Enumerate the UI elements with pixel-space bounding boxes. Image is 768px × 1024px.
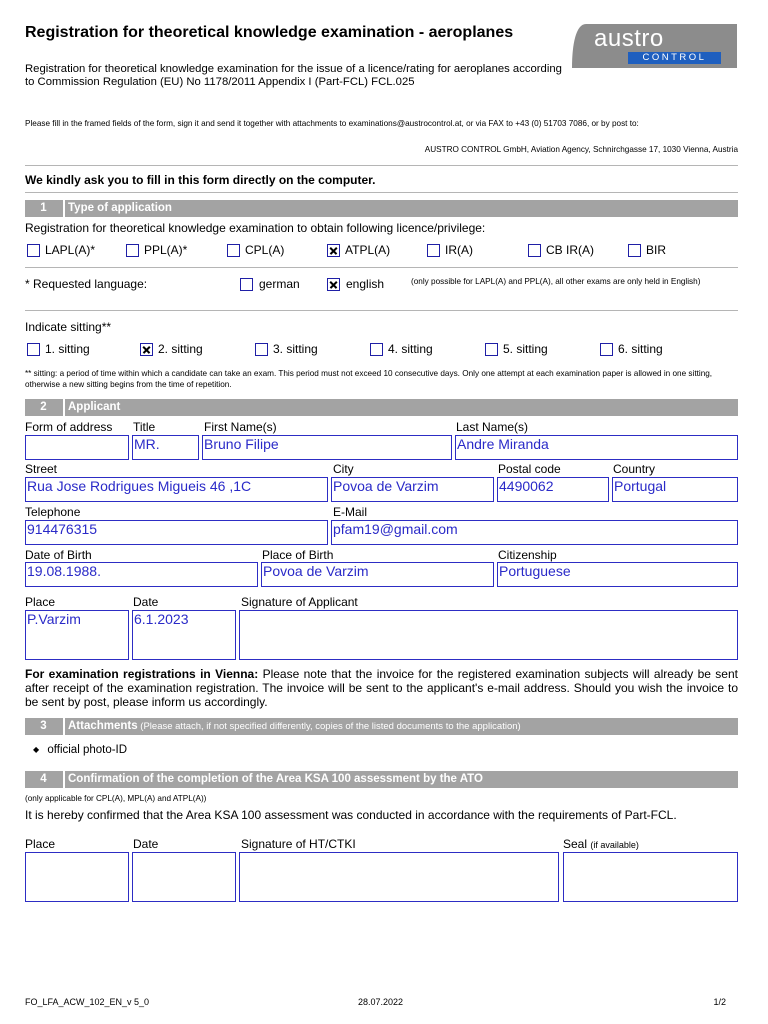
dob-label: Date of Birth	[25, 548, 92, 562]
place-label: Place	[25, 595, 56, 609]
licence-options	[0, 243, 768, 259]
licence-label: CPL(A)	[245, 243, 285, 257]
sitting-note: ** sitting: a period of time within which a candidate can take an exam. This period must not exceed 10 consecutive days. Only one attempt at each examination paper is allowed in one sitting, otherwise a new sitting begins from the time of repetition.	[25, 369, 713, 389]
page-title: Registration for theoretical knowledge examination - aeroplanes	[25, 24, 514, 41]
seal-note: (if available)	[590, 840, 639, 850]
seal-label	[563, 838, 639, 852]
section-number: 4	[40, 773, 47, 785]
logo-word: austro	[594, 25, 664, 52]
telephone-label: Telephone	[25, 505, 81, 519]
seal-field[interactable]	[563, 852, 738, 902]
ato-signature-label: Signature of HT/CTKI	[241, 837, 356, 851]
checkbox-cb-ir[interactable]	[528, 244, 541, 257]
licence-label: ATPL(A)	[345, 243, 391, 257]
checkbox-cpl[interactable]	[227, 244, 240, 257]
form-code: FO_LFA_ACW_102_EN_v 5_0	[25, 997, 150, 1007]
checkbox-atpl[interactable]	[327, 244, 340, 257]
checkbox-german[interactable]	[240, 278, 253, 291]
street-field[interactable]: Rua Jose Rodrigues Migueis 46 ,1C	[25, 477, 328, 502]
last-names-field[interactable]: Andre Miranda	[455, 435, 738, 460]
confirmation-text: It is hereby confirmed that the Area KSA 100 assessment was conducted in accordance with the requirements of Part-FCL.	[25, 808, 677, 822]
page-number: 1/2	[713, 997, 726, 1007]
language-option: german	[259, 277, 300, 291]
checkbox-sitting-3[interactable]	[255, 343, 268, 356]
last-names-label: Last Name(s)	[456, 420, 529, 434]
computer-note: We kindly ask you to fill in this form directly on the computer.	[25, 173, 376, 187]
country-label: Country	[613, 462, 656, 476]
licence-label: BIR	[646, 243, 667, 257]
checkbox-sitting-6[interactable]	[600, 343, 613, 356]
vienna-notice-heading: For examination registrations in Vienna:	[25, 667, 259, 681]
signature-field[interactable]	[239, 610, 738, 660]
citizenship-label: Citizenship	[498, 548, 557, 562]
attachment-item	[33, 743, 127, 757]
sitting-label-1: 1. sitting	[45, 342, 90, 356]
divider	[25, 165, 738, 166]
section-note: (Please attach, if not specified differently, copies of the listed documents to the application)	[137, 721, 521, 732]
divider	[25, 267, 738, 268]
form-of-address-field[interactable]	[25, 435, 129, 460]
ato-place-label: Place	[25, 837, 56, 851]
sitting-label-2: 2. sitting	[158, 342, 203, 356]
dob-field[interactable]: 19.08.1988.	[25, 562, 258, 587]
page-subtitle: Registration for theoretical knowledge examination for the issue of a licence/rating for aeroplanes according to Commission Regulation (EU) No 1178/2011 Appendix I (Part-FCL) FCL.025	[25, 63, 562, 88]
form-date: 28.07.2022	[358, 997, 404, 1007]
checkbox-english[interactable]	[327, 278, 340, 291]
checkbox-bir[interactable]	[628, 244, 641, 257]
section-2-header	[25, 399, 738, 416]
date-field[interactable]: 6.1.2023	[132, 610, 236, 660]
seal-label-text: Seal	[563, 837, 588, 851]
form-of-address-label: Form of address	[25, 420, 113, 434]
email-field[interactable]: pfam19@gmail.com	[331, 520, 738, 545]
section-number: 1	[40, 202, 47, 214]
city-label: City	[333, 462, 354, 476]
street-label: Street	[25, 462, 58, 476]
postal-code-label: Postal code	[498, 462, 561, 476]
applicable-note: (only applicable for CPL(A), MPL(A) and ATPL(A))	[25, 794, 207, 803]
language-label: * Requested language:	[25, 277, 148, 291]
section-title: Confirmation of the completion of the Area KSA 100 assessment by the ATO	[68, 773, 483, 785]
place-field[interactable]: P.Varzim	[25, 610, 129, 660]
ato-signature-field[interactable]	[239, 852, 559, 902]
section-4-header	[25, 771, 738, 788]
checkbox-ppl[interactable]	[126, 244, 139, 257]
postal-code-field[interactable]: 4490062	[497, 477, 609, 502]
title-label: Title	[133, 420, 156, 434]
telephone-field[interactable]: 914476315	[25, 520, 328, 545]
checkbox-sitting-5[interactable]	[485, 343, 498, 356]
ato-date-label: Date	[133, 837, 159, 851]
checkbox-lapl[interactable]	[27, 244, 40, 257]
section-title-text: Attachments	[68, 720, 138, 732]
checkbox-sitting-2[interactable]	[140, 343, 153, 356]
checkbox-sitting-4[interactable]	[370, 343, 383, 356]
austro-control-logo	[572, 24, 737, 68]
checkbox-ir[interactable]	[427, 244, 440, 257]
first-names-label: First Name(s)	[204, 420, 277, 434]
vienna-notice	[25, 667, 738, 709]
section-title: Type of application	[68, 202, 172, 214]
licence-label: IR(A)	[445, 243, 473, 257]
pob-field[interactable]: Povoa de Varzim	[261, 562, 494, 587]
signature-label: Signature of Applicant	[241, 595, 358, 609]
licence-label: CB IR(A)	[546, 243, 594, 257]
section-title	[68, 718, 521, 735]
sitting-label-4: 4. sitting	[388, 342, 433, 356]
pob-label: Place of Birth	[262, 548, 334, 562]
licence-label: PPL(A)*	[144, 243, 188, 257]
email-label: E-Mail	[333, 505, 368, 519]
licence-label: LAPL(A)*	[45, 243, 96, 257]
attachment-label: official photo-ID	[47, 744, 128, 756]
date-label: Date	[133, 595, 159, 609]
sitting-label: Indicate sitting**	[25, 320, 112, 334]
divider	[25, 310, 738, 311]
city-field[interactable]: Povoa de Varzim	[331, 477, 494, 502]
logo-sub: CONTROL	[642, 52, 707, 63]
title-field[interactable]: MR.	[132, 435, 199, 460]
sitting-label-6: 6. sitting	[618, 342, 663, 356]
section-3-header	[25, 718, 738, 735]
ato-date-field[interactable]	[132, 852, 236, 902]
section-1-header	[25, 200, 738, 217]
postal-address: AUSTRO CONTROL GmbH, Aviation Agency, Schnirchgasse 17, 1030 Vienna, Austria	[424, 145, 738, 154]
vienna-notice-text: Please note that the invoice for the registered examination subjects will already be sent after receipt of the examination registration. The invoice will be sent to the applicant's e-mail address. Should you wish the invoice to be sent by post, please inform us accordingly.	[25, 667, 738, 709]
country-field[interactable]: Portugal	[612, 477, 738, 502]
checkbox-sitting-1[interactable]	[27, 343, 40, 356]
section-number: 2	[40, 401, 47, 413]
ato-place-field[interactable]	[25, 852, 129, 902]
section-number: 3	[40, 720, 47, 732]
language-option: english	[346, 277, 385, 291]
sitting-options	[0, 342, 768, 358]
licence-intro: Registration for theoretical knowledge examination to obtain following licence/privilege:	[25, 221, 486, 235]
instructions-text: Please fill in the framed fields of the form, sign it and send it together with attachments to examinations@austrocontrol.at, or via FAX to +43 (0) 51703 7086, or by post to:	[25, 119, 639, 128]
citizenship-field[interactable]: Portuguese	[497, 562, 738, 587]
bullet-icon: ◆	[33, 745, 40, 754]
section-title: Applicant	[68, 401, 121, 413]
sitting-label-5: 5. sitting	[503, 342, 548, 356]
divider	[25, 192, 738, 193]
language-note: (only possible for LAPL(A) and PPL(A), all other exams are only held in English)	[411, 277, 701, 286]
first-names-field[interactable]: Bruno Filipe	[202, 435, 452, 460]
sitting-label-3: 3. sitting	[273, 342, 318, 356]
